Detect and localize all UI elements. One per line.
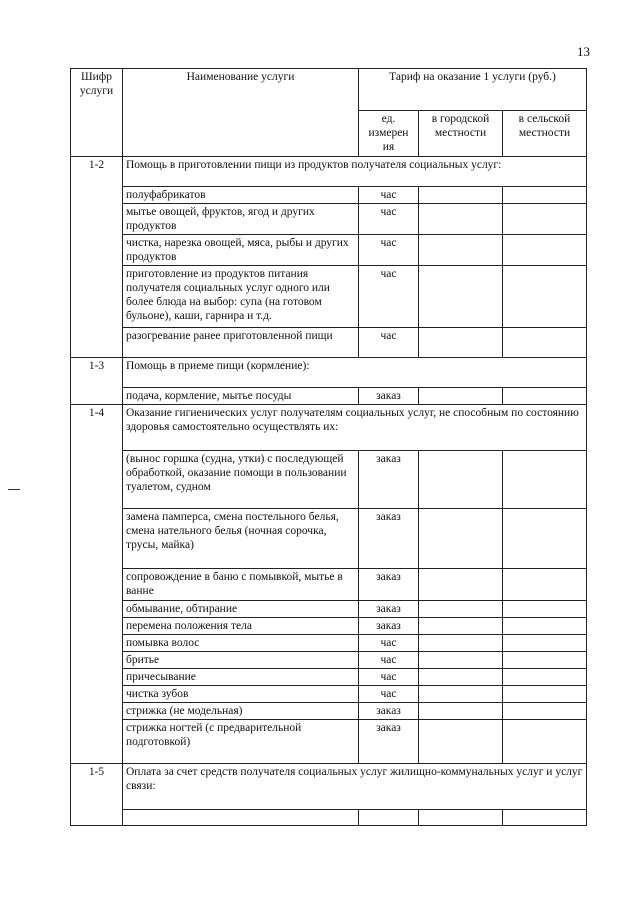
section-title: Помощь в приеме пищи (кормление): bbox=[123, 358, 587, 388]
table-row bbox=[71, 618, 587, 635]
service-name: стрижка (не модельная) bbox=[123, 703, 359, 720]
header-rural: в сельской местности bbox=[503, 111, 587, 157]
service-unit: час bbox=[359, 266, 419, 328]
service-unit: заказ bbox=[359, 601, 419, 618]
page-number: 13 bbox=[577, 44, 590, 59]
section-title: Оказание гигиенических услуг получателям социальных услуг, не способным по состоянию здоровья самостоятельно осуществлять их: bbox=[123, 405, 587, 451]
table-row bbox=[71, 569, 587, 601]
service-unit: заказ bbox=[359, 703, 419, 720]
section-code: 1-3 bbox=[71, 358, 123, 405]
table-row bbox=[71, 686, 587, 703]
city-tariff bbox=[419, 652, 503, 669]
table-row bbox=[71, 266, 587, 328]
city-tariff bbox=[419, 703, 503, 720]
service-name: разогревание ранее приготовленной пищи bbox=[123, 328, 359, 358]
service-unit: заказ bbox=[359, 618, 419, 635]
city-tariff bbox=[419, 388, 503, 405]
rural-tariff bbox=[503, 235, 587, 266]
rural-tariff bbox=[503, 601, 587, 618]
rural-tariff bbox=[503, 652, 587, 669]
service-unit: заказ bbox=[359, 720, 419, 764]
rural-tariff bbox=[503, 328, 587, 358]
table-body bbox=[71, 157, 587, 826]
service-name: причесывание bbox=[123, 669, 359, 686]
service-unit: заказ bbox=[359, 569, 419, 601]
header-name: Наименование услуги bbox=[123, 69, 359, 157]
service-name: подача, кормление, мытье посуды bbox=[123, 388, 359, 405]
service-name: чистка зубов bbox=[123, 686, 359, 703]
section-code: 1-4 bbox=[71, 405, 123, 764]
city-tariff bbox=[419, 601, 503, 618]
section-code: 1-5 bbox=[71, 764, 123, 826]
rural-tariff bbox=[503, 451, 587, 509]
table-row bbox=[71, 204, 587, 235]
service-name: полуфабрикатов bbox=[123, 187, 359, 204]
margin-mark bbox=[8, 489, 20, 490]
service-name: мытье овощей, фруктов, ягод и других продуктов bbox=[123, 204, 359, 235]
header-code: Шифр услуги bbox=[71, 69, 123, 157]
service-name: бритье bbox=[123, 652, 359, 669]
tariff-table bbox=[70, 68, 587, 826]
city-tariff bbox=[419, 187, 503, 204]
city-tariff bbox=[419, 720, 503, 764]
service-unit bbox=[359, 810, 419, 826]
rural-tariff bbox=[503, 635, 587, 652]
section-title: Помощь в приготовлении пищи из продуктов получателя социальных услуг: bbox=[123, 157, 587, 187]
city-tariff bbox=[419, 618, 503, 635]
service-unit: час bbox=[359, 635, 419, 652]
table-row bbox=[71, 810, 587, 826]
rural-tariff bbox=[503, 388, 587, 405]
rural-tariff bbox=[503, 618, 587, 635]
city-tariff bbox=[419, 451, 503, 509]
city-tariff bbox=[419, 686, 503, 703]
service-unit: час bbox=[359, 652, 419, 669]
service-name: перемена положения тела bbox=[123, 618, 359, 635]
city-tariff bbox=[419, 235, 503, 266]
city-tariff bbox=[419, 669, 503, 686]
table-row bbox=[71, 187, 587, 204]
rural-tariff bbox=[503, 720, 587, 764]
section-title: Оплата за счет средств получателя социальных услуг жилищно-коммунальных услуг и услуг связи: bbox=[123, 764, 587, 810]
section-row bbox=[71, 358, 587, 388]
header-tariff: Тариф на оказание 1 услуги (руб.) bbox=[359, 69, 587, 111]
service-unit: час bbox=[359, 686, 419, 703]
service-name: стрижка ногтей (с предварительной подготовкой) bbox=[123, 720, 359, 764]
rural-tariff bbox=[503, 703, 587, 720]
city-tariff bbox=[419, 810, 503, 826]
city-tariff bbox=[419, 328, 503, 358]
service-name bbox=[123, 810, 359, 826]
service-name: чистка, нарезка овощей, мяса, рыбы и других продуктов bbox=[123, 235, 359, 266]
table-row bbox=[71, 703, 587, 720]
city-tariff bbox=[419, 635, 503, 652]
header-unit: ед. измерен ия bbox=[359, 111, 419, 157]
city-tariff bbox=[419, 569, 503, 601]
service-unit: заказ bbox=[359, 509, 419, 569]
rural-tariff bbox=[503, 204, 587, 235]
service-unit: заказ bbox=[359, 451, 419, 509]
rural-tariff bbox=[503, 669, 587, 686]
city-tariff bbox=[419, 509, 503, 569]
rural-tariff bbox=[503, 266, 587, 328]
section-row bbox=[71, 157, 587, 187]
rural-tariff bbox=[503, 686, 587, 703]
section-code: 1-2 bbox=[71, 157, 123, 358]
table-row bbox=[71, 720, 587, 764]
rural-tariff bbox=[503, 187, 587, 204]
rural-tariff bbox=[503, 509, 587, 569]
service-name: (вынос горшка (судна, утки) с последующей обработкой, оказание помощи в пользовании туалетом, судном bbox=[123, 451, 359, 509]
service-unit: час bbox=[359, 204, 419, 235]
service-name: приготовление из продуктов питания получателя социальных услуг одного или более блюда на выбор: супа (на готовом бульоне), каши, гарнира и т.д. bbox=[123, 266, 359, 328]
city-tariff bbox=[419, 204, 503, 235]
service-unit: час bbox=[359, 669, 419, 686]
service-name: помывка волос bbox=[123, 635, 359, 652]
service-unit: час bbox=[359, 328, 419, 358]
service-name: обмывание, обтирание bbox=[123, 601, 359, 618]
section-row bbox=[71, 405, 587, 451]
service-unit: час bbox=[359, 187, 419, 204]
table-row bbox=[71, 601, 587, 618]
city-tariff bbox=[419, 266, 503, 328]
section-row bbox=[71, 764, 587, 810]
header-city: в городской местности bbox=[419, 111, 503, 157]
service-name: сопровождение в баню с помывкой, мытье в ванне bbox=[123, 569, 359, 601]
table-row bbox=[71, 235, 587, 266]
table-row bbox=[71, 388, 587, 405]
service-name: замена памперса, смена постельного белья, смена нательного белья (ночная сорочка, трусы, майка) bbox=[123, 509, 359, 569]
service-unit: заказ bbox=[359, 388, 419, 405]
table-row bbox=[71, 328, 587, 358]
service-unit: час bbox=[359, 235, 419, 266]
table-row bbox=[71, 652, 587, 669]
table-row bbox=[71, 669, 587, 686]
table-row bbox=[71, 451, 587, 509]
rural-tariff bbox=[503, 569, 587, 601]
table-row bbox=[71, 509, 587, 569]
table-row bbox=[71, 635, 587, 652]
rural-tariff bbox=[503, 810, 587, 826]
